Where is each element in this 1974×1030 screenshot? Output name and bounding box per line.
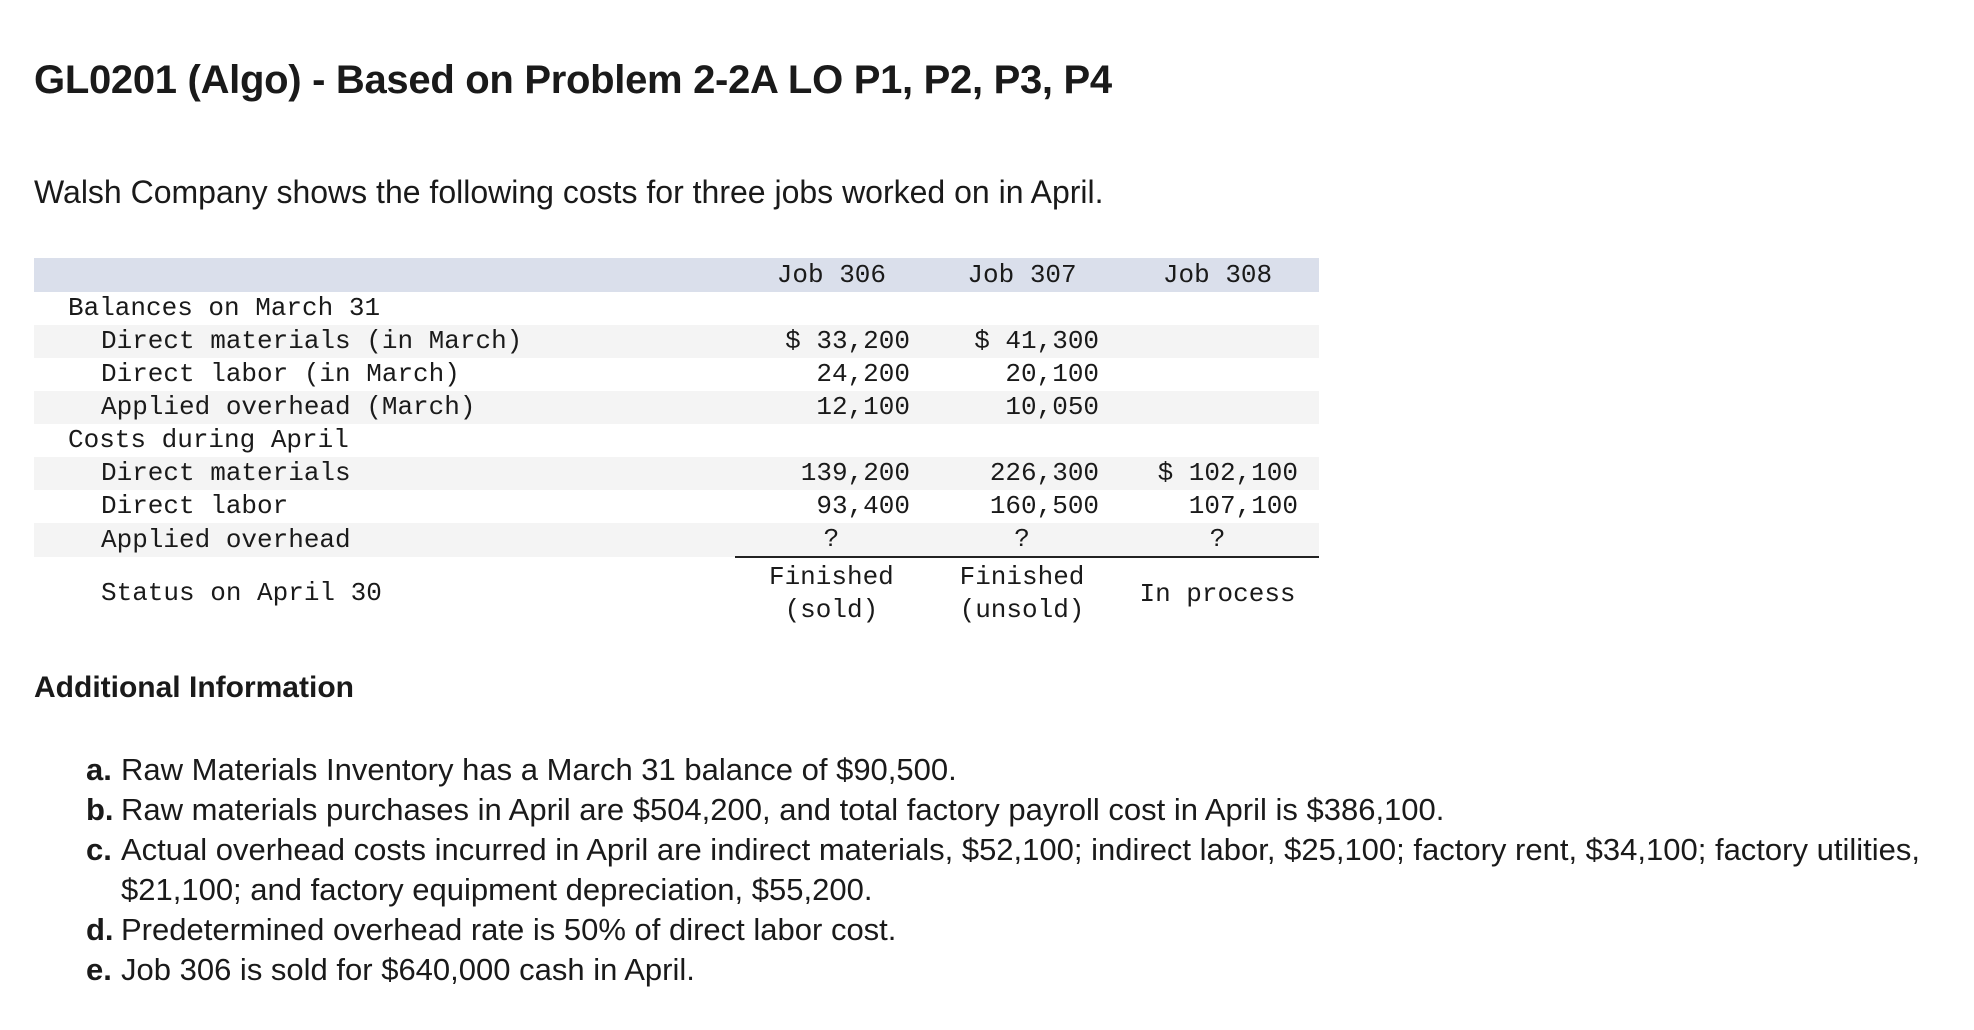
page-title: GL0201 (Algo) - Based on Problem 2-2A LO P1, P2, P3, P4 bbox=[34, 58, 1112, 102]
list-item bbox=[86, 790, 1946, 830]
status-job-307 bbox=[928, 557, 1116, 630]
status-line: (unsold) bbox=[959, 595, 1085, 625]
cell-job-308 bbox=[1116, 358, 1319, 391]
status-row bbox=[34, 557, 1319, 630]
row-label: Direct materials bbox=[34, 457, 735, 490]
problem-page bbox=[34, 50, 1954, 987]
cell-job-307: 226,300 bbox=[928, 457, 1116, 490]
item-text: Raw Materials Inventory has a March 31 balance of $90,500. bbox=[121, 752, 957, 787]
list-item bbox=[86, 950, 1946, 990]
status-job-306 bbox=[735, 557, 928, 630]
cell-job-308 bbox=[1116, 391, 1319, 424]
table-row bbox=[34, 358, 1319, 391]
status-line: In process bbox=[1139, 578, 1296, 609]
cell-job-307: 160,500 bbox=[989, 491, 1100, 521]
row-label: Direct labor bbox=[101, 491, 289, 521]
intro-text: Walsh Company shows the following costs for three jobs worked on in April. bbox=[34, 174, 1104, 210]
section-label-april: Costs during April bbox=[68, 425, 349, 455]
status-line: (sold) bbox=[784, 595, 879, 625]
cell-job-306: 93,400 bbox=[816, 491, 910, 521]
item-letter: d. bbox=[86, 912, 114, 947]
item-text: Raw materials purchases in April are $504,200, and total factory payroll cost in April is $386,100. bbox=[121, 792, 1445, 827]
item-letter: a. bbox=[86, 752, 112, 787]
table-row bbox=[34, 523, 1319, 557]
cell-job-306: 12,100 bbox=[735, 391, 928, 424]
cell-job-307: 20,100 bbox=[1005, 359, 1100, 389]
list-item bbox=[86, 830, 1946, 910]
cell-job-307: $ 41,300 bbox=[928, 325, 1116, 358]
list-item bbox=[86, 750, 1946, 790]
header-job-306: Job 306 bbox=[735, 258, 928, 292]
section-row-april bbox=[34, 424, 1319, 457]
cell-job-306: $ 33,200 bbox=[735, 325, 928, 358]
table-row bbox=[34, 490, 1319, 523]
item-letter: c. bbox=[86, 832, 112, 867]
item-text: Actual overhead costs incurred in April are indirect materials, $52,100; indirect labor, $25,100; factory rent, $34,100; factory utilities, $21,100; and factory equipment depreciation, $55,200. bbox=[121, 832, 1920, 907]
status-line: Finished bbox=[959, 562, 1085, 592]
additional-info-list bbox=[86, 750, 1946, 990]
item-text: Job 306 is sold for $640,000 cash in April. bbox=[121, 952, 695, 987]
cell-job-308 bbox=[1116, 325, 1319, 358]
job-cost-table bbox=[34, 258, 1319, 630]
list-item bbox=[86, 910, 1946, 950]
status-label: Status on April 30 bbox=[101, 578, 382, 608]
cell-job-308: $ 102,100 bbox=[1116, 457, 1319, 490]
section-label-march: Balances on March 31 bbox=[68, 293, 381, 323]
item-letter: e. bbox=[86, 952, 112, 987]
additional-info-heading: Additional Information bbox=[34, 671, 354, 704]
cell-job-308: 107,100 bbox=[1188, 491, 1298, 521]
cell-job-308: ? bbox=[1116, 523, 1319, 557]
table-row bbox=[34, 391, 1319, 424]
status-line: Finished bbox=[768, 562, 894, 592]
header-job-307: Job 307 bbox=[928, 258, 1116, 292]
header-blank-cell bbox=[34, 258, 735, 292]
section-row-march bbox=[34, 292, 1319, 325]
status-job-308 bbox=[1116, 557, 1319, 630]
item-text: Predetermined overhead rate is 50% of direct labor cost. bbox=[121, 912, 897, 947]
cell-job-307: 10,050 bbox=[928, 391, 1116, 424]
row-label: Applied overhead (March) bbox=[34, 391, 735, 424]
row-label: Direct materials (in March) bbox=[34, 325, 735, 358]
item-letter: b. bbox=[86, 792, 114, 827]
table-row bbox=[34, 325, 1319, 358]
table-header-row bbox=[34, 258, 1319, 292]
table-row bbox=[34, 457, 1319, 490]
header-job-308: Job 308 bbox=[1116, 258, 1319, 292]
cell-job-306: 24,200 bbox=[816, 359, 910, 389]
row-label: Direct labor (in March) bbox=[101, 359, 460, 389]
row-label: Applied overhead bbox=[34, 523, 735, 557]
cell-job-307: ? bbox=[928, 523, 1116, 557]
cell-job-306: 139,200 bbox=[735, 457, 928, 490]
cell-job-306: ? bbox=[735, 523, 928, 557]
